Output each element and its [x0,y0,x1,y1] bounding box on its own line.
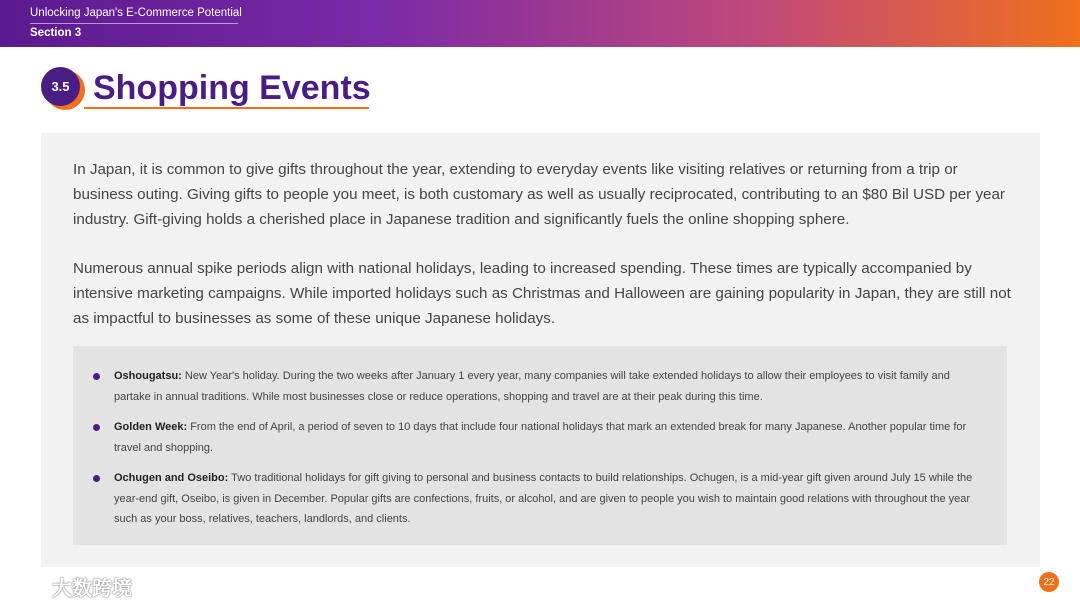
page-title: Shopping Events [93,69,371,107]
spike-paragraph: Numerous annual spike periods align with national holidays, leading to increased spending. These times are typically accompanied by intensive marketing campaigns. While imported holidays such as Christmas and Halloween are gaining popularity in Japan, they are still not as impactful to businesses as some of these unique Japanese holidays. [73,260,1011,327]
holiday-name: Ochugen and Oseibo: [114,472,229,484]
watermark-logo-icon [8,574,48,600]
list-item [73,468,1007,530]
section-label: Section 3 [30,27,82,39]
holiday-name: Oshougatsu: [114,370,182,382]
watermark-text: 大数跨境 [52,578,132,600]
list-item [73,417,1007,458]
deck-title: Unlocking Japan's E-Commerce Potential [30,7,242,19]
holiday-name: Golden Week: [114,421,188,433]
holiday-description: New Year's holiday. During the two weeks after January 1 every year, many companies will take extended holidays to allow their employees to visit family and partake in annual traditions. While most businesses close or reduce operations, shopping and travel are at their peak during this time. [114,370,950,403]
header-bar [0,0,1080,47]
title-underline [84,107,369,109]
page-number: 22 [1039,572,1059,592]
bullet-icon [93,424,100,431]
holiday-description: Two traditional holidays for gift giving to personal and business contacts to build relationships. Ochugen, is a mid-year gift given around July 15 while the year-end gift, Oseibo, is given in December. Popular gifts are confections, fruits, or alcohol, and are given to people you wish to maintain good relations with throughout the year such as your boss, relatives, teachers, landlords, and clients. [114,472,973,525]
badge-number: 3.5 [41,67,80,106]
bullet-icon [93,475,100,482]
list-item [73,366,1007,407]
holiday-description: From the end of April, a period of seven to 10 days that include four national holidays that mark an extended break for many Japanese. Another popular time for travel and shopping. [114,421,967,454]
intro-paragraph: In Japan, it is common to give gifts throughout the year, extending to everyday events like visiting relatives or returning from a trip or business outing. Giving gifts to people you meet, is both customary as well as usually reciprocated, contributing to an $80 Bil USD per year industry. Gift-giving holds a cherished place in Japanese tradition and significantly fuels the online shopping sphere. [73,161,1005,228]
bullet-icon [93,373,100,380]
holiday-list [73,366,1007,540]
holiday-list-box [73,346,1007,545]
section-number-badge [41,67,83,109]
header-divider [30,23,238,24]
watermark [8,572,132,601]
